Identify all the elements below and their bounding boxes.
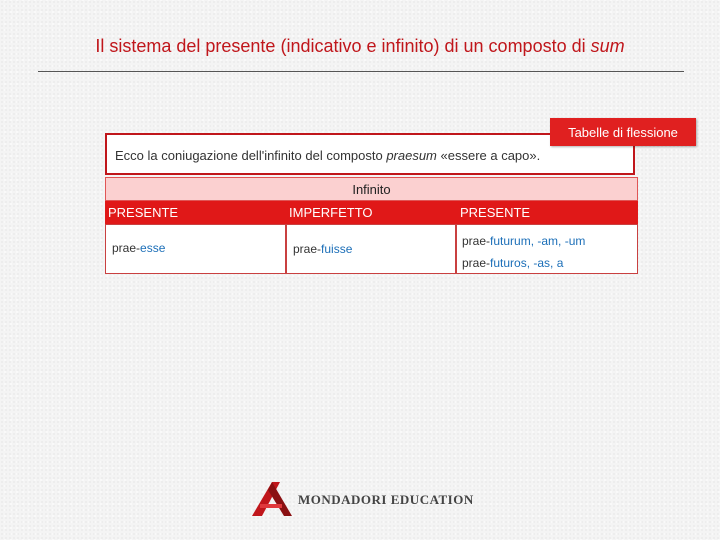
intro-text — [115, 148, 540, 163]
mondadori-logo-icon — [250, 480, 296, 518]
title-divider — [38, 71, 684, 72]
table-cell-futuro — [456, 224, 638, 274]
intro-before: Ecco la coniugazione dell'infinito del composto — [115, 148, 387, 163]
verb-form: prae-fuisse — [293, 242, 353, 256]
badge-label: Tabelle di flessione — [568, 124, 678, 140]
verb-form: prae-futuros, -as, a — [462, 256, 564, 270]
table-cell-imperfetto — [286, 224, 456, 274]
intro-italic: praesum — [386, 148, 437, 163]
title-text: Il sistema del presente (indicativo e infinito) di un composto di — [95, 36, 591, 56]
tabelle-flessione-button[interactable] — [550, 118, 696, 146]
table-column-headers — [105, 201, 638, 224]
table-cell-presente — [105, 224, 286, 274]
table-header-infinito — [105, 177, 638, 201]
column-header-presente: PRESENTE — [108, 205, 179, 220]
table-row — [105, 224, 638, 274]
table-header-label: Infinito — [352, 181, 391, 197]
column-header-futuro: PRESENTE — [460, 205, 531, 220]
title-italic: sum — [590, 36, 625, 56]
page-title — [0, 36, 720, 57]
mondadori-logo — [250, 480, 480, 520]
column-header-imperfetto: IMPERFETTO — [289, 205, 373, 220]
logo-text: MONDADORI EDUCATION — [298, 492, 474, 507]
verb-form: prae-esse — [112, 241, 166, 255]
verb-form: prae-futurum, -am, -um — [462, 234, 586, 248]
intro-after: «essere a capo». — [436, 148, 541, 163]
